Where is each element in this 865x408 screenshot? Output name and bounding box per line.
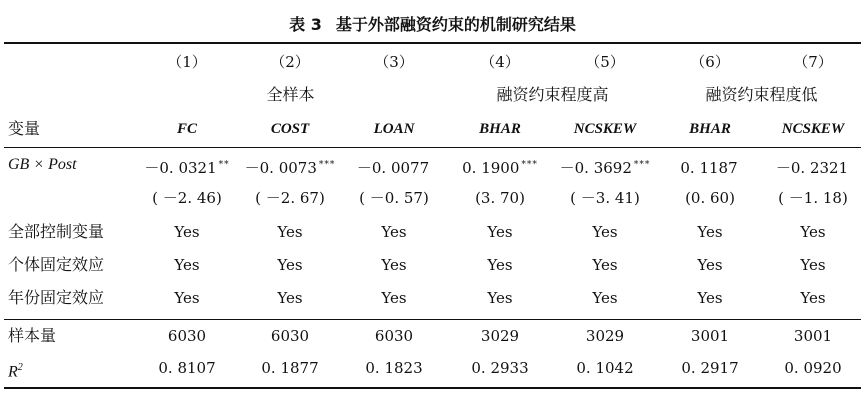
group-header-low-constraint: 融资约束程度低 [705, 85, 818, 104]
coef-cell [555, 150, 655, 180]
dep-var: BHAR [689, 121, 731, 137]
yes-cell: Yes [174, 289, 200, 307]
coef-cell [763, 150, 863, 180]
t-stat: ( －2. 46) [152, 189, 222, 207]
significance-stars: *** [521, 160, 538, 170]
top-rule [4, 42, 861, 44]
yes-cell: Yes [174, 223, 200, 241]
sample-size: 3029 [480, 327, 520, 345]
yes-cell: Yes [697, 256, 723, 274]
t-stat: (0. 60) [685, 189, 735, 207]
r-squared-value: 0. 2933 [471, 359, 529, 377]
yes-cell: Yes [487, 223, 513, 241]
row-label-year-fe: 年份固定效应 [8, 288, 105, 307]
dep-var: BHAR [479, 121, 521, 137]
table-caption: 基于外部融资约束的机制研究结果 [335, 15, 576, 34]
r-squared-value: 0. 2917 [681, 359, 739, 377]
yes-cell: Yes [592, 289, 618, 307]
t-stat: ( －1. 18) [778, 189, 848, 207]
coef-cell [240, 150, 340, 180]
row-label-firm-fe: 个体固定效应 [8, 255, 105, 274]
coef-value: －0. 2321 [775, 159, 849, 177]
row-label-r-squared [8, 353, 23, 383]
group-header-high-constraint: 融资约束程度高 [496, 85, 609, 104]
dep-var: NCSKEW [573, 121, 637, 137]
sample-size: 6030 [374, 327, 414, 345]
column-number: （4） [480, 53, 520, 71]
r-squared-value: 0. 1823 [365, 359, 423, 377]
column-number: （7） [793, 53, 833, 71]
coef-cell [660, 150, 760, 180]
yes-cell: Yes [592, 223, 618, 241]
row-label-gb-post: GB × Post [8, 156, 77, 173]
yes-cell: Yes [697, 289, 723, 307]
yes-cell: Yes [277, 256, 303, 274]
yes-cell: Yes [800, 289, 826, 307]
coef-cell [137, 150, 237, 180]
column-number: （1） [167, 53, 207, 71]
yes-cell: Yes [277, 223, 303, 241]
column-number: （3） [374, 53, 414, 71]
column-number: （2） [270, 53, 310, 71]
variable-header: 变量 [8, 119, 41, 138]
group-header-full-sample: 全样本 [266, 85, 315, 104]
r-squared-value: 0. 1877 [261, 359, 319, 377]
dep-var: NCSKEW [781, 121, 845, 137]
coef-value: －0. 0077 [356, 159, 430, 177]
t-stat: ( －0. 57) [359, 189, 429, 207]
t-stat: ( －3. 41) [570, 189, 640, 207]
section-rule [4, 319, 861, 320]
yes-cell: Yes [381, 256, 407, 274]
dep-var: LOAN [373, 121, 415, 137]
sample-size: 6030 [167, 327, 207, 345]
coef-value: －0. 0321 [144, 159, 217, 177]
table-title [0, 12, 865, 35]
yes-cell: Yes [697, 223, 723, 241]
yes-cell: Yes [800, 223, 826, 241]
yes-cell: Yes [800, 256, 826, 274]
row-label-sample-size: 样本量 [8, 326, 57, 345]
column-number: （6） [690, 53, 730, 71]
r-squared-value: 0. 8107 [158, 359, 216, 377]
coef-value: 0. 1900 [462, 159, 520, 177]
dep-var: FC [176, 121, 197, 137]
r-label: R [8, 363, 18, 381]
sample-size: 6030 [270, 327, 310, 345]
yes-cell: Yes [277, 289, 303, 307]
header-rule [4, 147, 861, 148]
coef-value: －0. 3692 [559, 159, 632, 177]
row-label-controls: 全部控制变量 [8, 222, 105, 241]
bottom-rule [4, 387, 861, 389]
coef-cell [344, 150, 444, 180]
sample-size: 3029 [585, 327, 625, 345]
coef-value: 0. 1187 [680, 159, 738, 177]
column-number: （5） [585, 53, 625, 71]
r-squared-value: 0. 1042 [576, 359, 634, 377]
sample-size: 3001 [690, 327, 730, 345]
significance-stars: ** [218, 160, 230, 170]
significance-stars: *** [318, 160, 336, 170]
yes-cell: Yes [381, 289, 407, 307]
r-superscript: 2 [17, 362, 23, 373]
coef-value: －0. 0073 [244, 159, 317, 177]
yes-cell: Yes [174, 256, 200, 274]
yes-cell: Yes [381, 223, 407, 241]
significance-stars: *** [633, 160, 651, 170]
table-number: 表 3 [289, 15, 322, 34]
yes-cell: Yes [487, 289, 513, 307]
t-stat: (3. 70) [475, 189, 525, 207]
t-stat: ( －2. 67) [255, 189, 325, 207]
yes-cell: Yes [592, 256, 618, 274]
dep-var: COST [270, 121, 310, 137]
r-squared-value: 0. 0920 [784, 359, 842, 377]
sample-size: 3001 [793, 327, 833, 345]
coef-cell [450, 150, 550, 180]
yes-cell: Yes [487, 256, 513, 274]
